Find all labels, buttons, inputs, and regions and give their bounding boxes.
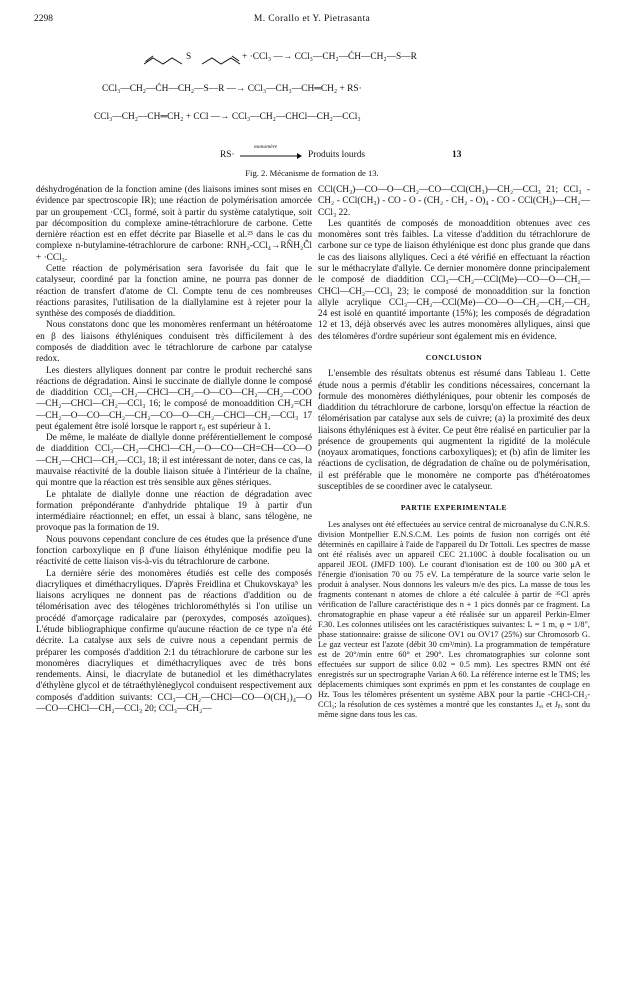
paragraph: L'ensemble des résultats obtenus est résumé dans Tableau 1. Cette étude nous a permis d'établir les conditions nécessaires, concernant la formule des monomères diéthyléniques, pour obtenir les composés de diaddition du tétrachlorure de carbone, lorsqu'on effectue la réaction de télomérisation par catalyse aux sels de cuivre; (a) la proximité des deux liaisons éthyléniques est à éviter. Ce peut être réalisé en particulier par la présence de groupements qui augmentent la rigidité de la molécule (noyaux aromatiques, fonctions carboxyliques); et (b) afin de limiter les réactions de cyclisation, de dégradation de chaîne ou de polymérisation, il est préférable que le monomère ne comporte pas d'hétéroatomes susceptibles de se coordiner avec le catalyseur. [318, 369, 590, 493]
scheme-products: Produits lourds [308, 150, 366, 160]
reaction-arrow [240, 152, 302, 160]
figure-caption: Fig. 2. Mécanisme de formation de 13. [245, 168, 379, 178]
running-header [34, 14, 590, 28]
paragraph: déshydrogénation de la fonction amine (des liaisons imines sont mises en évidence par spectroscopie IR); une réaction de polymérisation amorcée par un groupement ·CCl₃ formé, soit à partir du système catalytique, soit par décomposition du complexe amine-tétrachlorure de carbone. Cette dernière réaction est en effet décrite par Biaselle et al.²³ dans le cas du complexe n-butylamine-tétrachlorure de carbone: RNH₂-CCl₄→RN̂H₂Ĉl + ·CCl₃. [36, 185, 312, 263]
paragraph: Les quantités de composés de monoaddition obtenues avec ces monomères sont très faibles. La vitesse d'addition du tétrachlorure de carbone sur ce type de liaison éthylénique est donc plus grande que dans le cas des liaisons allyliques. Ceci a été vérifié en effectuant la réaction sur le méthacrylate d'allyle. Ce dernier monomère donne principalement le composé de diaddition CCl₃—CH₂—CCl(Me)—CO—O—CH₂—CHCl—CH₂—CCl₃ 23; le composé de monoaddition sur la fonction allyle acrylique CCl₃—CH₂—CCl(Me)—CO—O—CH₂—CH₂—CH₂ 24 est isolé en quantité importante (15%); les composés de dégradation 12 et 13, déjà observés avec les autres monomères allyliques, ainsi que des télomères d'ordre supérieur sont également mis en évidence. [318, 218, 590, 342]
running-title: M. Corallo et Y. Pietrasanta [253, 14, 371, 24]
paragraph: Les diesters allyliques donnent par contre le produit recherché sans réactions de dégradation. Ainsi le succinate de diallyle donne le composé de diaddition CCl₃—CH₂—CHCl—CH₂—O—CO—CH₂—CH₂—COO—CH₂—CHCl—CH₂—CCl₃ 16; le composé de monoaddition CH₂=CH—CH₂—O—CO—CH₂—CH₂—CO—O—CH₂—CHCl—CH₂—CCl₃ 17 peut également être isolé lorsque le rapport r₀ est supérieur à 1. [36, 365, 312, 432]
scheme-line-3: CCl₃—CH₂—CH═CH₂ + CCl —→ CCl₃—CH₂—CHCl—CH₂—CCl₃ [94, 112, 361, 122]
page-number: 2298 [34, 14, 53, 24]
compound-number: 13 [452, 150, 462, 160]
sulfur-atom-label: S [186, 52, 192, 62]
paragraph: Les analyses ont été effectuées au service central de microanalyse du C.N.R.S. division Montpellier E.N.S.C.M. Les points de fusion non corrigés ont été déterminés en capillaire à l'aide de l'appareil du Dr Tottoli. Les spectres de masse ont été réalisés avec un appareil CEC 21.100C à double focalisation ou un appareil JEOL (JMFD 100). Le courant d'ionisation est de 100 ou 300 μA et l'énergie d'ionisation 70 ou 75 eV. La température de la source varie selon le produit à analyser. Nous donnons les valeurs m/e des pics. La masse de tous les fragments contenant n atomes de chlore a été calculée à partir de ³⁵Cl après vérification de l'allure caractéristique des n + 1 pics donnés par ce fragment. La chromatographie en phase vapeur a été réalisée sur un appareil Perkin-Elmer F.30. Les colonnes utilisées ont les caractéristiques suivantes: L = 1 m, φ = 1/8", phase stationnaire: graisse de silicone OV1 ou OV17 (25%) sur Chromosorb G. Le gaz vecteur est l'azote (débit 30 cm³/min). La programmation de température est de 20°/min entre 60° et 290°. Les chromatographies sur colonne sont effectuées sur support de silice 0.02 = 0.5 mm). Les spectres RMN ont été enregistrés sur un spectrographe Varian A 60. La référence interne est le TMS; les déplacements chimiques sont exprimés en ppm et les constantes de couplage en Hz. Tous les télomères présentent un système ABX pour la partie -CHCl-CH₂-CCl₃; la résolution de ces systèmes a montré que les constantes Jₐₓ et Jᵦₓ sont du même signe dans tous les cas. [318, 519, 590, 720]
section-heading-experimental: PARTIE EXPERIMENTALE [400, 503, 508, 513]
paragraph: CCl(CH₃)—CO—O—CH₂—CO—CCl(CH₃)—CH₂—CCl₃ 21; CCl₃ - CH₂ - CCl(CH₃) - CO - O - (CH₂ - CH₂ - O)₄ - CO - CCl(CH₃)—CH₂—CCl₃ 22. [318, 185, 590, 218]
scheme-line-1: + ·CCl₃ —→ CCl₃—CH₂—ĆH—CH₂—S—R [242, 52, 417, 62]
section-heading-conclusion: CONCLUSION [425, 352, 483, 362]
paragraph: La dernière série des monomères étudiés est celle des composés diacryliques et diméthacryliques. D'après Freidlina et Chukovskaya⁵ les liaisons acryliques ne donnent pas de réactions d'addition ou de télomérisation avec des télogènes trichlorométhylés si l'on utilise un procédé d'amorçage radicalaire par (peroxydes, composés azoïques). L'étude bibliographique confirme qu'aucune réaction de ce type n'a été décrite. La catalyse aux sels de cuivre nous a cependant permis de préparer les composés d'addition 2:1 du tétrachlorure de carbone sur les monomères diacryliques et diméthacryliques avec de très bons rendements. Ainsi, le diacrylate de butanediol et les diméthacrylates d'éthylène glycol et de tétraéthylèneglycol conduisent respectivement aux composés d'addition suivants: CCl₃—CH₂—CHCl—CO—O(CH₂)₄—O—CO—CHCl—CH₂—CCl₃ 20; CCl₃—CH₂— [36, 568, 312, 714]
paragraph: Le phtalate de diallyle donne une réaction de dégradation avec formation prépondérante d'anhydride phtalique 19 à partir d'un intermédiaire réactionnel; en effet, un essai à blanc, sans télogène, ne provoque pas la formation de 19. [36, 489, 312, 534]
scheme-line-2: CCl₃—CH₂—ĆH—CH₂—S—R —→ CCl₃—CH₃—CH═CH₂ + RS· [102, 84, 362, 94]
scheme-line-4-rs: RS· [220, 150, 235, 160]
paragraph: Cette réaction de polymérisation sera favorisée du fait que le catalyseur, coordiné par la fonction amine, ne pourra pas donner de réaction de transfert d'atome de Cl. Compte tenu de ces nombreuses réactions parasites, l'utilisation de la diallylamine est à rejeter pour la synthèse des composés de diaddition. [36, 263, 312, 320]
right-column [318, 185, 590, 721]
left-column [36, 185, 312, 715]
paragraph: De même, le maléate de diallyle donne préférentiellement le composé de diaddition CCl₃—CH₂—CHCl—CH₂—O—CO—CH=CH—CO—O—CH₂—CHCl—CH₂—CCl₃ 18; il est intéressant de noter, dans ce cas, la mauvaise réactivité de la double liaison située à l'intérieur de la chaîne, qui montre que la réaction est très sensible aux gênes stériques. [36, 433, 312, 489]
paragraph: Nous pouvons cependant conclure de ces études que la présence d'une fonction carboxylique en β d'une liaison éthylénique modifie peu la réactivité de cette liaison vis-à-vis du tétrachlorure de carbone. [36, 534, 312, 568]
scheme-arrow-label: monomère [254, 144, 278, 150]
paragraph: Nous constatons donc que les monomères renfermant un hétéroatome en β des liaisons éthyléniques conduisent très difficilement à des composés de diaddition avec le tétrachlorure de carbone par catalyse redox. [36, 320, 312, 365]
